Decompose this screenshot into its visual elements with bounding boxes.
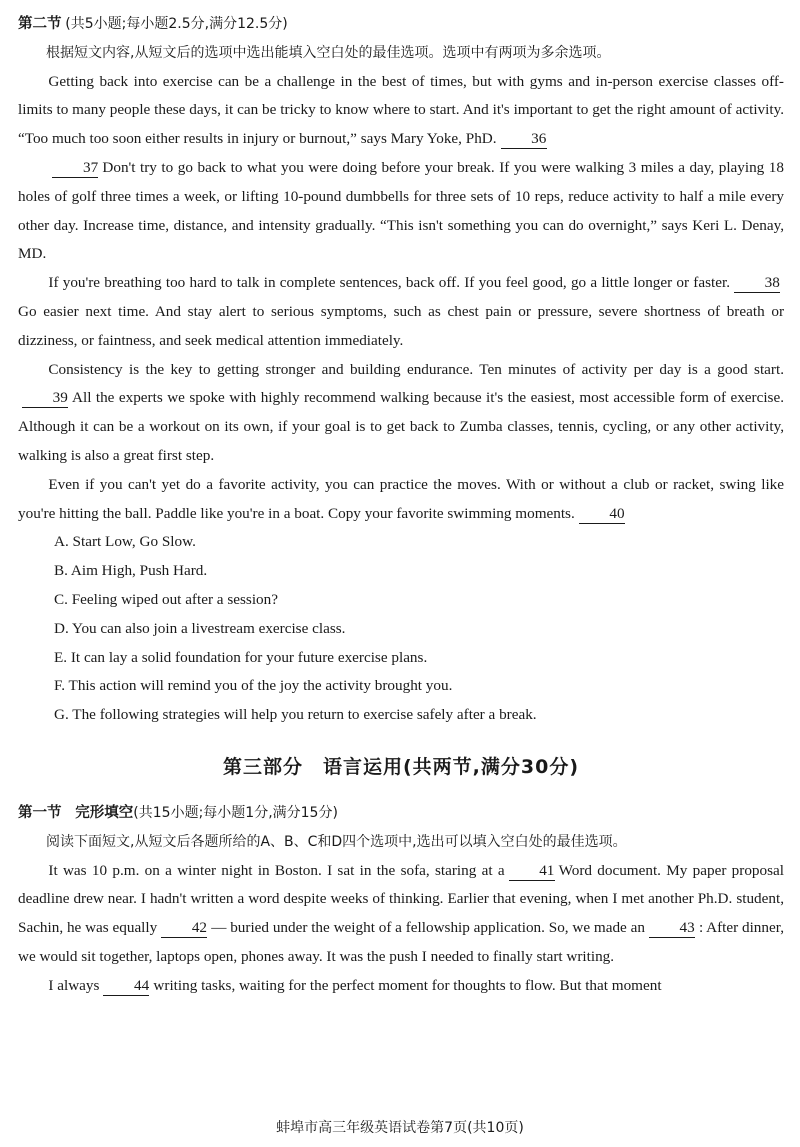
section1-header [18,799,784,828]
passage-paragraph-5 [18,471,784,529]
passage-paragraph-3 [18,269,784,355]
option-c[interactable]: C. Feeling wiped out after a session? [54,590,278,608]
passage-p5-text: Even if you can't yet do a favorite activity, you can practice the moves. With or without a club or racket, swing like you're hitting the ball. Paddle like you're in a boat. Copy your favorite swimming moments. [18,475,784,522]
passage-p3a-text: If you're breathing too hard to talk in complete sentences, back off. If you feel good, go a little longer or faster. [48,274,730,292]
section2-note: (共5小题;每小题2.5分,满分12.5分) [65,16,288,32]
cloze-p1d-text: : After dinner, we would sit together, laptops open, phones away. It was the push I needed to finally start writing. [18,919,784,965]
cloze-paragraph-2 [18,972,784,1001]
options-list [18,528,784,730]
option-b[interactable]: B. Aim High, Push Hard. [54,562,208,580]
passage-p2-text: Don't try to go back to what you were doing before your break. If you were walking 3 miles a day, playing 18 holes of golf three times a week, or lifting 10-pound dumbbells for three sets of 10 reps, reduce activity to half a mile every other day. Increase time, distance, and intensity gradually. “This isn't something you can do overnight,” says Keri L. Denay, MD. [18,158,784,263]
section1-subheading: 完形填空 [75,804,134,821]
option-d[interactable]: D. You can also join a livestream exercise class. [54,619,346,637]
page-footer: 蚌埠市高三年级英语试卷第7页(共10页) [276,1120,524,1136]
section1-heading: 第一节 [18,804,62,821]
cloze-p1b-text: Word document. My paper proposal deadline drew near. I hadn't written a word despite weeks of thinking. Earlier that evening, when I met another Ph.D. student, Sachin, he was equally [18,861,784,937]
passage-p3b-text: Go easier next time. And stay alert to serious symptoms, such as chest pain or pressure, severe shortness of breath or dizziness, or faintness, and seek medical attention immediately. [18,302,784,349]
option-a[interactable]: A. Start Low, Go Slow. [54,533,196,551]
blank-37[interactable]: 37 [52,159,98,178]
cloze-p2b-text: writing tasks, waiting for the perfect moment for thoughts to flow. But that moment [153,976,662,994]
cloze-p2a-text: I always [48,976,100,994]
section1-instruction: 阅读下面短文,从短文后各题所给的A、B、C和D四个选项中,选出可以填入空白处的最佳选项。 [46,833,627,850]
passage-p4b-text: All the experts we spoke with highly recommend walking because it's the easiest, most accessible form of exercise. Although it can be a workout on its own, if your goal is to get back to Zumba classes, tennis, cycling, or any other activity, walking is also a great first step. [18,389,784,464]
passage-paragraph-2 [18,154,784,269]
cloze-p1a-text: It was 10 p.m. on a winter night in Boston. I sat in the sofa, staring at a [48,861,505,879]
option-f[interactable]: F. This action will remind you of the joy the activity brought you. [54,677,453,695]
blank-42[interactable]: 42 [161,919,207,938]
cloze-paragraph-1 [18,857,784,972]
section2-heading: 第二节 [18,16,62,32]
passage-p4a-text: Consistency is the key to getting stronger and building endurance. Ten minutes of activity per day is a good start. [48,360,784,378]
blank-38[interactable]: 38 [734,274,780,293]
blank-44[interactable]: 44 [103,977,149,996]
blank-43[interactable]: 43 [649,919,695,938]
section2-header [18,10,784,39]
passage-paragraph-1 [18,68,784,154]
part3-title: 第三部分 语言运用(共两节,满分30分) [222,755,580,778]
passage-p1-text: Getting back into exercise can be a challenge in the best of times, but with gyms and in-person exercise classes off-limits to many people these days, it can be tricky to know where to start. And it's important to get the right amount of activity. “Too much too soon either results in injury or burnout,” says Mary Yoke, PhD. [18,72,784,148]
blank-36[interactable]: 36 [501,130,547,149]
option-e[interactable]: E. It can lay a solid foundation for your future exercise plans. [54,648,428,666]
exam-page [18,10,784,1001]
option-g[interactable]: G. The following strategies will help you return to exercise safely after a break. [54,706,537,724]
section1-note: (共15小题;每小题1分,满分15分) [133,804,338,821]
passage-paragraph-4 [18,356,784,471]
blank-40[interactable]: 40 [579,505,625,524]
blank-41[interactable]: 41 [509,862,555,881]
section2-instruction: 根据短文内容,从短文后的选项中选出能填入空白处的最佳选项。选项中有两项为多余选项。 [46,44,611,61]
blank-39[interactable]: 39 [22,389,68,408]
cloze-p1c-text: — buried under the weight of a fellowship application. So, we made an [211,919,645,937]
